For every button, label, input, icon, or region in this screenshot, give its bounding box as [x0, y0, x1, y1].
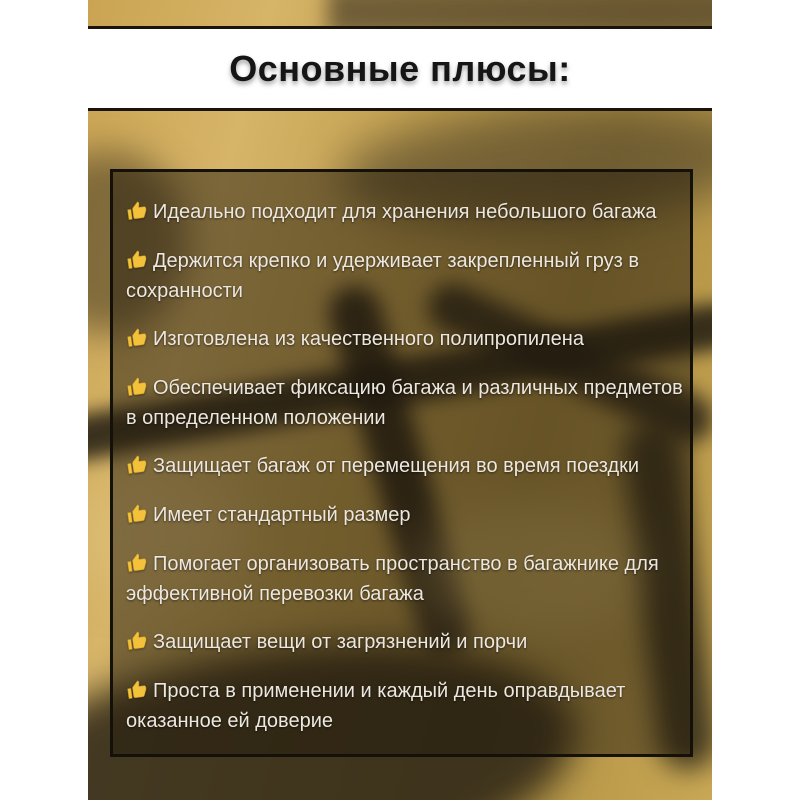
bullet-line-continuation: эффективной перевозки багажа	[126, 583, 424, 605]
thumbs-up-icon	[126, 553, 148, 573]
bullet-item	[126, 325, 678, 355]
thumbs-up-icon	[126, 377, 148, 397]
bullet-text: Изготовлена из качественного полипропилена	[153, 328, 584, 350]
title-band	[88, 26, 712, 111]
bullet-item	[126, 628, 678, 658]
thumbs-up-icon	[126, 455, 148, 475]
bullet-line	[126, 198, 678, 228]
thumbs-up-icon	[126, 201, 148, 221]
bullet-text: Помогает организовать пространство в багажнике для	[153, 553, 659, 575]
bullet-item	[126, 374, 683, 433]
bullet-text: Держится крепко и удерживает закрепленный груз в	[153, 250, 640, 272]
bullet-text: Защищает багаж от перемещения во время поездки	[153, 455, 640, 477]
bullet-line	[126, 501, 678, 531]
bullet-text: Защищает вещи от загрязнений и порчи	[153, 631, 528, 653]
bullet-text: Проста в применении и каждый день оправдывает	[153, 680, 626, 702]
thumbs-up-icon	[126, 680, 148, 700]
cargo-net-photo	[88, 0, 712, 800]
bullet-line-continuation: сохранности	[126, 280, 243, 302]
bullet-text: Имеет стандартный размер	[153, 504, 411, 526]
bullet-line	[126, 677, 678, 707]
thumbs-up-icon	[126, 328, 148, 348]
thumbs-up-icon	[126, 631, 148, 651]
bullet-text: Идеально подходит для хранения небольшого багажа	[153, 201, 657, 223]
page-title: Основные плюсы:	[229, 47, 571, 89]
thumbs-up-icon	[126, 504, 148, 524]
thumbs-up-icon	[126, 250, 148, 270]
bullet-line	[126, 374, 683, 404]
bullet-line	[126, 550, 678, 580]
bullet-item	[126, 452, 678, 482]
bullet-line	[126, 628, 678, 658]
bullet-line-continuation: в определенном положении	[126, 407, 386, 429]
bullet-item	[126, 198, 678, 228]
bullet-item	[126, 677, 678, 736]
bullet-item	[126, 501, 678, 531]
bullet-item	[126, 247, 678, 306]
bullet-text: Обеспечивает фиксацию багажа и различных предметов	[153, 377, 683, 399]
bullet-line	[126, 247, 678, 277]
bullet-line	[126, 325, 678, 355]
bullet-item	[126, 550, 678, 609]
bullet-line-continuation: оказанное ей доверие	[126, 710, 333, 732]
bullet-line	[126, 452, 678, 482]
advantages-panel	[110, 169, 693, 757]
